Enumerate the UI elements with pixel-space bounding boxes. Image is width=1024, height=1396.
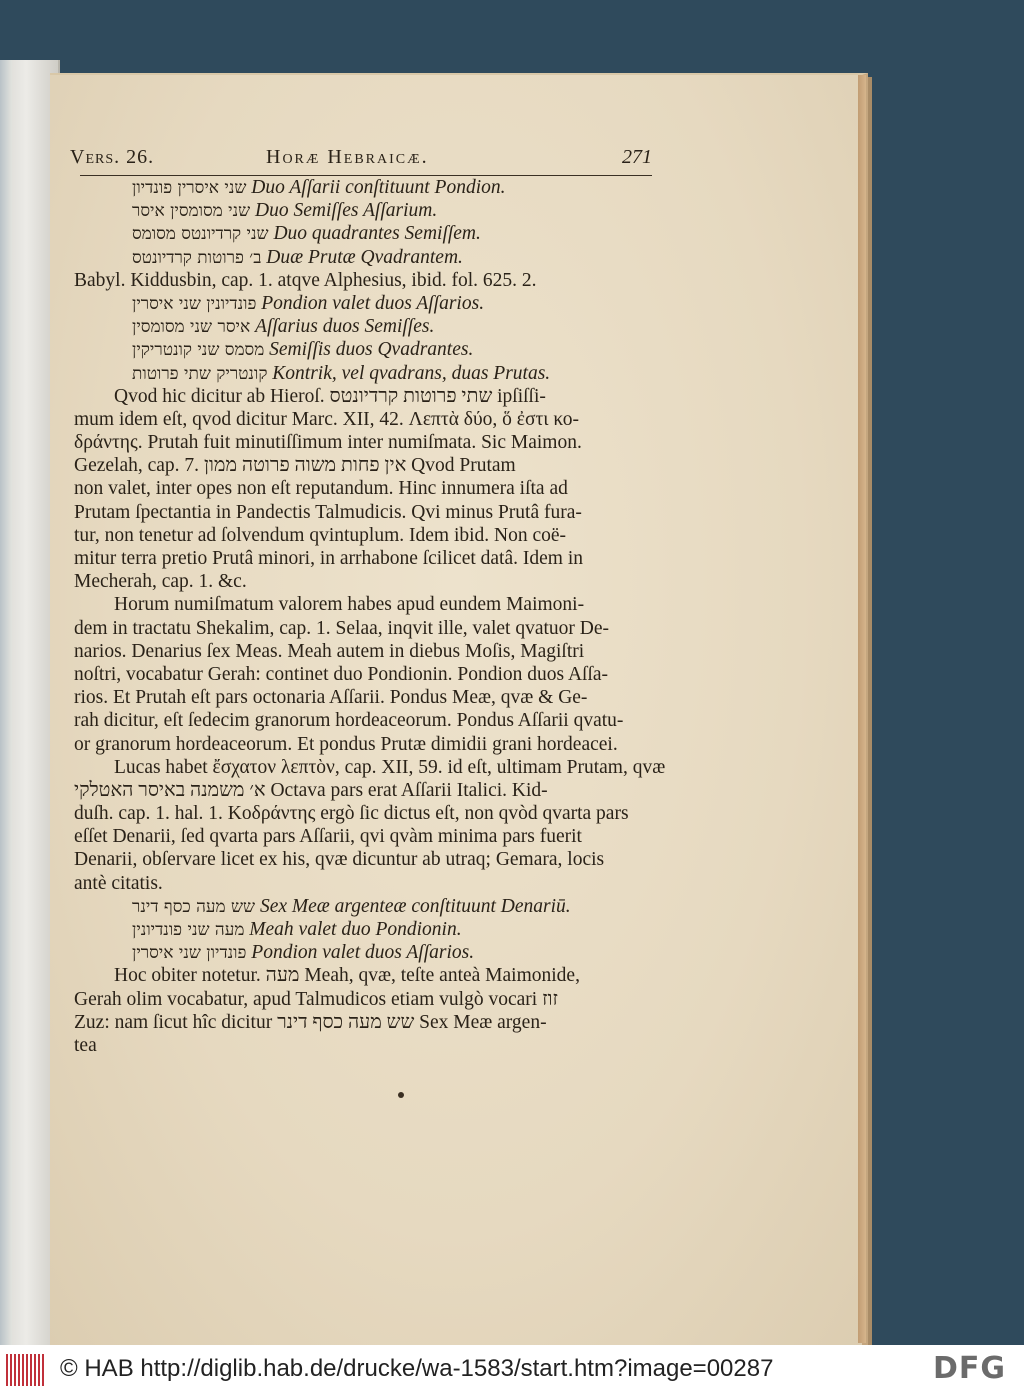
text-line (74, 941, 654, 964)
latin-text: Qvod hic dicitur ab Hieroſ. שתי פרוטות קרדיונטס ipſiſſi- (114, 385, 546, 407)
latin-text: Duo quadrantes Semiſſem. (268, 223, 481, 245)
text-line (74, 246, 654, 269)
text-line (74, 547, 654, 570)
text-line (74, 338, 654, 361)
hebrew-phrase: פונדיון שני איסרין (132, 943, 247, 964)
text-line (74, 802, 654, 825)
latin-text: rios. Et Prutah eſt pars octonaria Aſſarii. Pondus Meæ, qvæ & Ge- (74, 687, 588, 709)
hebrew-phrase: איסר שני מסומסין (132, 317, 251, 338)
text-line (74, 825, 654, 848)
hebrew-phrase: שני קרדיונטס מסומס (132, 224, 269, 245)
text-line (74, 1034, 654, 1057)
barcode-icon (6, 1354, 46, 1386)
latin-text: Prutam ſpectantia in Pandectis Talmudicis. Qvi minus Prutâ fura- (74, 501, 582, 523)
book-edge (0, 60, 12, 1360)
latin-text: Pondion valet duos Aſſarios. (256, 292, 485, 314)
dfg-logo: DFG (932, 1351, 1006, 1386)
page-edge (858, 75, 866, 1343)
ornament-dot (398, 1092, 404, 1098)
header-verse: Vers. 26. (70, 146, 155, 168)
text-line (74, 408, 654, 431)
latin-text: mitur terra pretio Prutâ minori, in arrhabone ſcilicet datâ. Idem in (74, 548, 583, 569)
text-line (74, 733, 654, 756)
text-line (74, 199, 654, 222)
text-line (74, 663, 654, 686)
latin-text: Semiſſis duos Qvadrantes. (264, 339, 474, 361)
latin-text: Sex Meæ argenteæ conſtituunt Denariū. (255, 895, 571, 917)
latin-text: Gezelah, cap. 7. אין פחות משוה פרוטה ממון Qvod Prutam (74, 455, 516, 477)
hebrew-phrase: שני איסרין פונדיון (132, 178, 247, 198)
latin-text: narios. Denarius ſex Meas. Meah autem in diebus Moſis, Magiſtri (74, 640, 585, 662)
latin-text: non valet, inter opes non eſt reputandum. Hinc innumera iſta ad (74, 478, 568, 500)
hebrew-phrase: פונדיונין שני איסרין (132, 293, 257, 314)
latin-text: Meah valet duo Pondionin. (244, 919, 462, 940)
text-line (74, 454, 654, 477)
text-line (74, 709, 654, 732)
latin-text: dem in tractatu Shekalim, cap. 1. Selaa, inqvit ille, valet qvatuor De- (74, 617, 610, 639)
latin-text: Duo Semiſſes Aſſarium. (250, 200, 438, 222)
text-line (74, 222, 654, 245)
text-line (74, 570, 654, 593)
latin-text: mum idem eſt, qvod dicitur Marc. XII, 42. Λεπτὰ δύο, ὅ ἐστι κο- (74, 408, 580, 430)
latin-text: Pondion valet duos Aſſarios. (246, 942, 475, 964)
latin-text: Lucas habet ἔσχατον λεπτὸν, cap. XII, 59. id eſt, ultimam Prutam, qvæ (114, 756, 666, 778)
latin-text: Duo Aſſarii conſtituunt Pondion. (246, 177, 506, 198)
latin-text: Gerah olim vocabatur, apud Talmudicos etiam vulgò vocari זוז (74, 988, 558, 1010)
text-line (74, 593, 654, 616)
text-line (74, 176, 654, 199)
viewer-footer (0, 1345, 1024, 1396)
hebrew-phrase: ב׳ פרוטות קרדיונטס (132, 247, 262, 268)
latin-text: duſh. cap. 1. hal. 1. Κοδράντης ergò ſic dictus eſt, non qvòd qvarta pars (74, 803, 629, 825)
latin-text: noſtri, vocabatur Gerah: continet duo Pondionin. Pondion duos Aſſa- (74, 663, 609, 685)
header-title: Horæ Hebraicæ. (266, 146, 429, 168)
text-line (74, 918, 654, 941)
latin-text: antè citatis. (74, 872, 163, 894)
latin-text: Zuz: nam ſicut hîc dicitur שש מעה כסף דינר Sex Meæ argen- (74, 1011, 547, 1033)
latin-text: eſſet Denarii, ſed qvarta pars Aſſarii, qvi qvàm minima pars fuerit (74, 826, 582, 848)
text-line (74, 640, 654, 663)
text-line (74, 964, 654, 987)
latin-text: Kontrik, vel qvadrans, duas Prutas. (267, 362, 551, 384)
page-body (74, 176, 666, 1057)
hebrew-phrase: שש מעה כסף דינר (132, 896, 256, 917)
latin-text: Babyl. Kiddusbin, cap. 1. atqve Alphesius, ibid. fol. 625. 2. (74, 269, 537, 291)
text-line (74, 686, 654, 709)
latin-text: δράντης. Prutah fuit minutiſſimum inter numiſmata. Sic Maimon. (74, 432, 582, 454)
latin-text: Denarii, obſervare licet ex his, qvæ dicuntur ab utraq; Gemara, locis (74, 849, 605, 871)
source-credit[interactable]: © HAB http://diglib.hab.de/drucke/wa-1583/start.htm?image=00287 (60, 1355, 774, 1382)
text-line (74, 315, 654, 338)
text-line (74, 431, 654, 454)
latin-text: Horum numiſmatum valorem habes apud eundem Maimoni- (114, 594, 585, 616)
text-line (74, 617, 654, 640)
text-line (74, 756, 666, 779)
latin-text: Mecherah, cap. 1. &c. (74, 571, 247, 593)
text-line (74, 292, 654, 315)
text-line (74, 988, 654, 1011)
latin-text: or granorum hordeaceorum. Et pondus Prutæ dimidii grani hordeacei. (74, 733, 618, 755)
text-line (74, 872, 654, 895)
running-header (70, 146, 652, 176)
text-line (74, 269, 654, 292)
text-line (74, 385, 654, 408)
latin-text: tur, non tenetur ad ſolvendum qvintuplum. Idem ibid. Non coë- (74, 524, 567, 546)
text-line (74, 895, 654, 918)
text-line (74, 779, 654, 802)
hebrew-phrase: קונטריק שתי פרוטות (132, 363, 268, 384)
latin-text: rah dicitur, eſt ſedecim granorum hordeaceorum. Pondus Aſſarii qvatu- (74, 710, 624, 732)
hebrew-phrase: מעה שני פונדיונין (132, 920, 245, 940)
latin-text: tea (74, 1034, 97, 1056)
text-line (74, 1011, 654, 1034)
latin-text: Hoc obiter notetur. מעה Meah, qvæ, teſte anteà Maimonide, (114, 965, 580, 987)
text-line (74, 362, 654, 385)
hebrew-phrase: מסמס שני קונטריקין (132, 340, 265, 361)
latin-text: א׳ משמנה באיסר האטלקי Octava pars erat Aſſarii Italici. Kid- (74, 779, 548, 801)
text-line (74, 848, 654, 871)
latin-text: Aſſarius duos Semiſſes. (250, 316, 435, 338)
latin-text: Duæ Prutæ Qvadrantem. (261, 246, 463, 268)
page-number: 271 (622, 146, 652, 168)
hebrew-phrase: שני מסומסין איסר (132, 201, 251, 222)
text-line (74, 524, 654, 547)
text-line (74, 501, 654, 524)
text-line (74, 477, 654, 500)
